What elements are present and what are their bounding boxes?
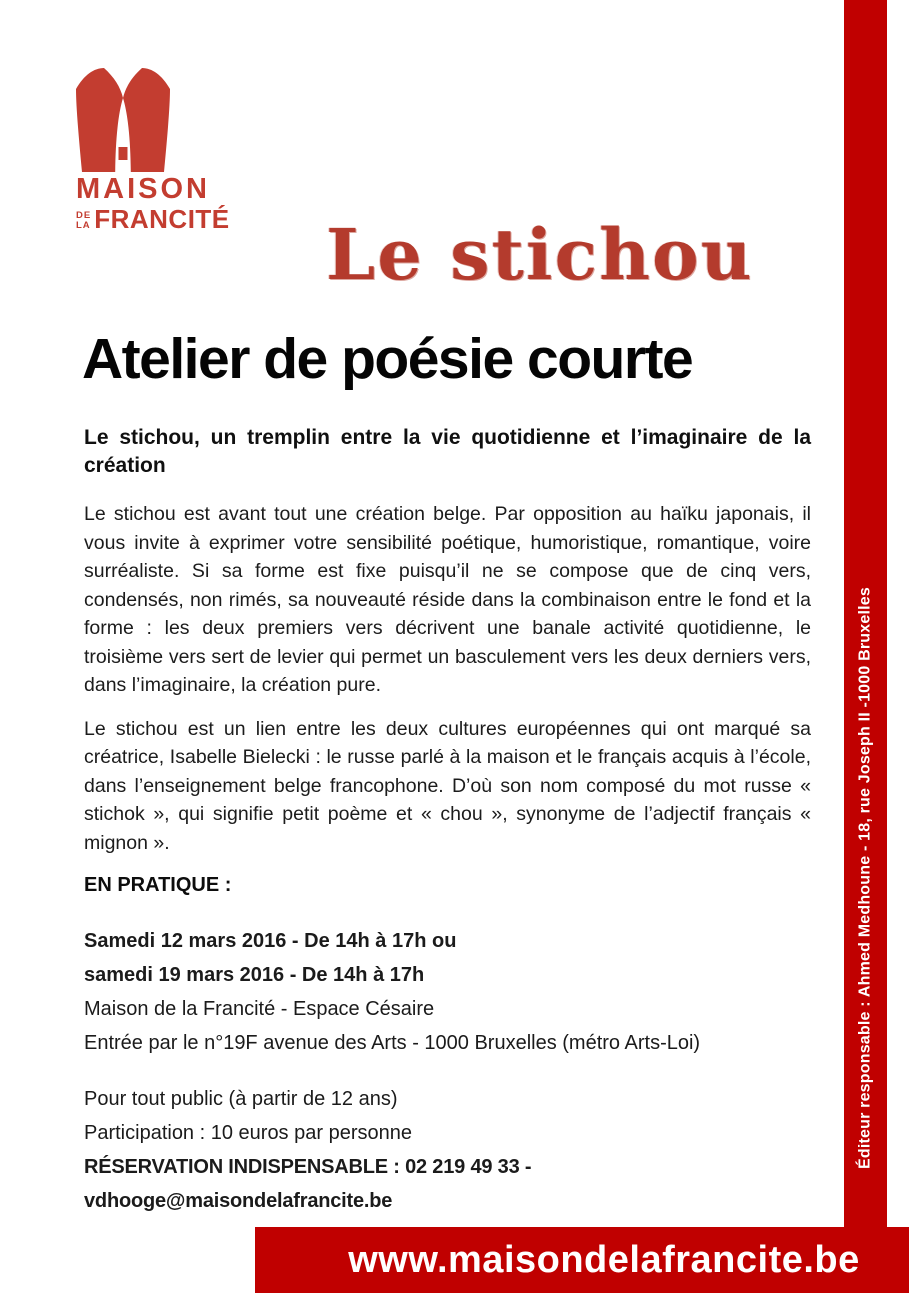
entrance-line: Entrée par le n°19F avenue des Arts - 1000 Bruxelles (métro Arts-Loi) <box>84 1032 701 1054</box>
fee-line: Participation : 10 euros par personne <box>84 1122 412 1144</box>
session-line: samedi 19 mars 2016 - De 14h à 17h <box>84 964 425 986</box>
maison-francite-logo-icon <box>76 68 170 172</box>
spacer <box>84 1060 824 1082</box>
editor-credit-text: Éditeur responsable : Ahmed Medhoune - 18, rue Joseph II -1000 Bruxelles <box>856 587 874 1169</box>
logo <box>76 68 230 234</box>
practical-heading: EN PRATIQUE : <box>84 874 232 896</box>
footer-red-bar <box>255 1227 909 1293</box>
logo-word-la: LA <box>76 220 91 231</box>
logo-de-la <box>76 211 91 232</box>
logo-word-maison: MAISON <box>76 173 210 205</box>
logo-word-francite-row <box>76 204 230 234</box>
logo-word-francite: FRANCITÉ <box>94 204 230 234</box>
body-copy <box>84 500 811 872</box>
script-title: Le stichou <box>326 213 754 296</box>
website-url: www.maisondelafrancite.be <box>348 1238 860 1281</box>
lead-paragraph: Le stichou, un tremplin entre la vie quotidienne et l’imaginaire de la création <box>84 426 811 477</box>
audience-line: Pour tout public (à partir de 12 ans) <box>84 1088 398 1110</box>
venue-line: Maison de la Francité - Espace Césaire <box>84 998 435 1020</box>
page-title: Atelier de poésie courte <box>82 327 693 391</box>
session-line: Samedi 12 mars 2016 - De 14h à 17h ou <box>84 930 457 952</box>
practical-section <box>84 874 824 1218</box>
body-paragraph: Le stichou est avant tout une création belge. Par opposition au haïku japonais, il vous invite à exprimer votre sensibilité poétique, humoristique, romantique, voire surréaliste. Si sa forme est fixe puisqu’il ne se compose que de cinq vers, condensés, non rimés, sa nouveauté réside dans la combinaison entre le fond et la forme : les deux premiers vers décrivent une banale activité quotidienne, le troisième vers sert de levier qui permet un basculement vers les deux derniers vers, dans l’imaginaire, la création pure. <box>84 503 811 696</box>
body-paragraph: Le stichou est un lien entre les deux cultures européennes qui ont marqué sa créatrice, Isabelle Bielecki : le russe parlé à la maison et le français acquis à l’école, dans l’enseignement belge francophone. D’où son nom composé du mot russe « stichok », qui signifie petit poème et « chou », synonyme de l’adjectif français « mignon ». <box>84 717 811 854</box>
logo-word-de: DE <box>76 210 92 221</box>
reservation-line: RÉSERVATION INDISPENSABLE : 02 219 49 33 - vdhooge@maisondelafrancite.be <box>84 1156 532 1212</box>
